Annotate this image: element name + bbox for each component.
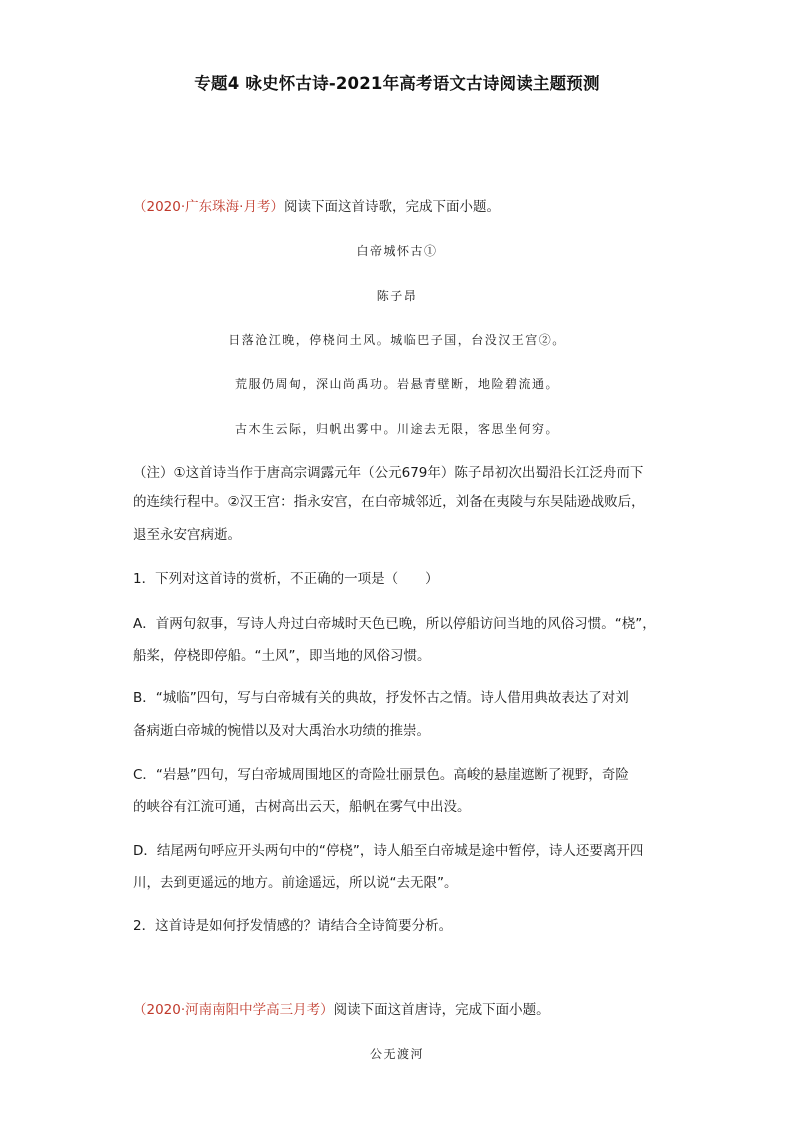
note-line: 退至永安宫病逝。: [133, 527, 241, 543]
source-label: （2020·河南南阳中学高三月考）: [133, 1002, 334, 1018]
poem-author: 陈子昂: [376, 289, 418, 303]
section2-heading: [133, 1000, 550, 1020]
question-2: 2．这首诗是如何抒发情感的？请结合全诗简要分析。: [133, 918, 453, 934]
question-1: 1．下列对这首诗的赏析，不正确的一项是（ ）: [133, 571, 439, 587]
poem-title: 白帝城怀古①: [356, 244, 438, 258]
option-c-cont: 的峡谷有江流可通，古树高出云天，船帆在雾气中出没。: [133, 799, 471, 815]
page-title: 专题4 咏史怀古诗-2021年高考语文古诗阅读主题预测: [194, 74, 600, 93]
note-line: （注）①这首诗当作于唐高宗调露元年（公元679年）陈子昂初次出蜀沿长江泛舟而下: [133, 465, 644, 481]
option-a: A．首两句叙事，写诗人舟过白帝城时天色已晚，所以停船访问当地的风俗习惯。“桡”，: [133, 616, 656, 632]
note-line: 的连续行程中。②汉王宫：指永安宫，在白帝城邻近，刘备在夷陵与东吴陆逊战败后，: [133, 494, 645, 510]
option-b: B．“城临”四句，写与白帝城有关的典故，抒发怀古之情。诗人借用典故表达了对刘: [133, 690, 629, 706]
instruction: 阅读下面这首唐诗，完成下面小题。: [333, 1002, 550, 1018]
source-label: （2020·广东珠海·月考）: [133, 199, 284, 215]
poem-line: 日落沧江晚，停桡问土风。城临巴子国，台没汉王宫②。: [228, 333, 566, 347]
poem-line: 古木生云际，归帆出雾中。川途去无限，客思坐何穷。: [234, 422, 559, 436]
option-a-cont: 船桨，停桡即停船。“土风”，即当地的风俗习惯。: [133, 648, 431, 664]
poem-line: 荒服仍周甸，深山尚禹功。岩悬青壁断，地险碧流通。: [234, 377, 559, 391]
option-b-cont: 备病逝白帝城的惋惜以及对大禹治水功绩的推崇。: [133, 723, 430, 739]
poem-title: 公无渡河: [369, 1047, 424, 1061]
section1-heading: [133, 197, 500, 217]
option-c: C．“岩悬”四句，写白帝城周围地区的奇险壮丽景色。高峻的悬崖遮断了视野，奇险: [133, 767, 629, 783]
option-d: D．结尾两句呼应开头两句中的“停桡”，诗人船至白帝城是途中暂停，诗人还要离开四: [133, 843, 644, 859]
option-d-cont: 川，去到更遥远的地方。前途遥远，所以说“去无限”。: [133, 875, 458, 891]
instruction: 阅读下面这首诗歌，完成下面小题。: [283, 199, 500, 215]
